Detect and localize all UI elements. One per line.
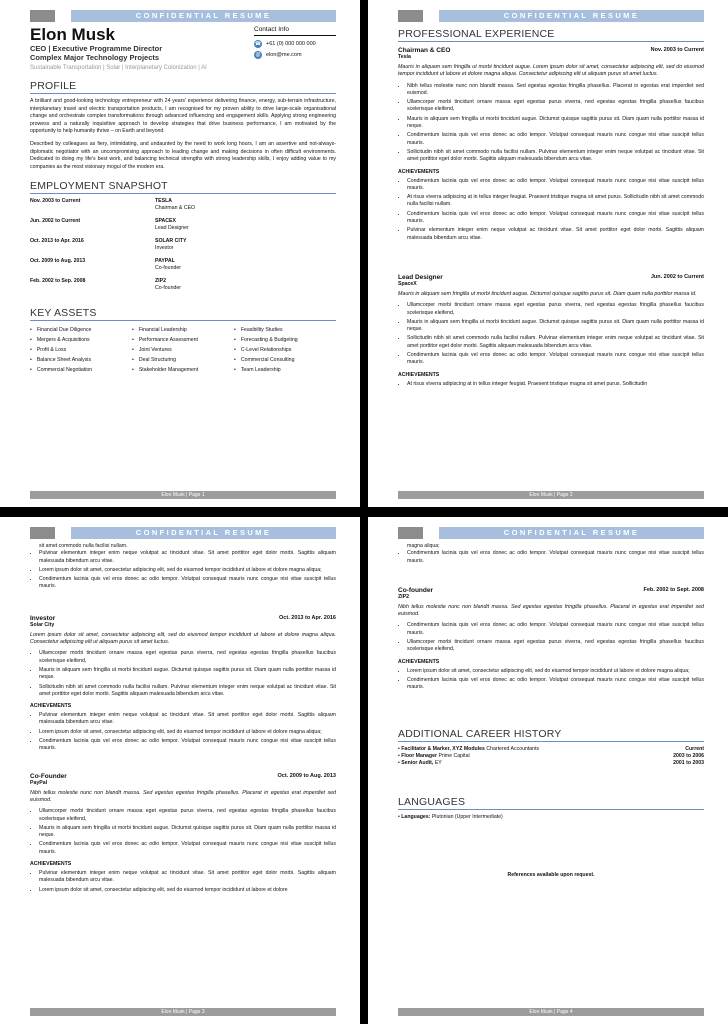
list-item: • Nibh tellus molestie nunc non blandit massa. Sed egestas egestas fringilla phasellus. Placerat in egestas erat imperdiet sed euismod. xyxy=(407,83,704,98)
history-role: Senior Audit, xyxy=(401,760,434,767)
contact-title: Contact Info xyxy=(254,26,336,36)
achievements-label: ACHIEVEMENTS xyxy=(30,703,72,710)
languages-row: • Languages: Plutonian (Upper Intermediate) xyxy=(398,814,503,821)
list-item: • Pulvinar elementum integer enim neque volutpat ac tincidunt vitae. Sit amet porttitor eget dolor morbi. Sagittis aliquam malesuada bibendum arcu vitae. xyxy=(407,227,704,242)
snapshot-row xyxy=(30,218,336,238)
band-grey-block xyxy=(398,10,423,22)
job-title: Lead Designer xyxy=(398,273,443,281)
list-item: • At risus viverra adipiscing at in tellus integer feugiat. Praesent tristique magna sit amet purus. Sollicitudin nibh sit amet commodo nulla facilisi nullam. xyxy=(407,194,704,209)
list-item: • Condimentum lacinia quis vel eros donec ac odio tempor. Volutpat consequat mauris nunc congue nisi vitae suscipit tellus mauris. xyxy=(407,178,704,193)
snapshot-row xyxy=(30,238,336,258)
phone-text: +61 (0) 000 000 000 xyxy=(266,41,316,47)
list-item: • Lorem ipsum dolor sit amet, consectetur adipiscing elit, sed do eiusmod tempor incididunt ut labore et dolore magna aliqua; xyxy=(407,668,704,675)
job-company: Solar City xyxy=(30,621,55,628)
asset-item: • Team Leadership xyxy=(234,367,336,373)
resume-page-2 xyxy=(368,0,728,507)
snapshot-company: TESLA xyxy=(155,198,173,205)
languages-value: Plutonian (Upper Intermediate) xyxy=(431,814,503,821)
history-dates: 2001 to 2003 xyxy=(673,760,704,767)
resume-page-3 xyxy=(0,517,360,1024)
job-header xyxy=(398,47,704,54)
job-dates: Nov. 2003 to Current xyxy=(650,47,704,53)
job-dates: Feb. 2002 to Sept. 2008 xyxy=(643,586,704,593)
asset-item: • Commercial Consulting xyxy=(234,357,336,363)
snapshot-row xyxy=(30,278,336,298)
asset-item: • Performance Assessment xyxy=(132,337,234,343)
title-line-1: CEO | Executive Programme Director xyxy=(30,44,163,53)
list-item: • Ullamcorper morbi tincidunt ornare massa eget egestas purus viverra, ned egestas egestas fringilla phasellus faucibus scelerisque eleifend, xyxy=(407,639,704,654)
list-item: • Condimentum lacinia quis vel eros donec ac odio tempor. Volutpat consequat mauris nunc congue nisi vitae suscipit tellus mauris. xyxy=(407,352,704,367)
list-item: • Condimentum lacinia quis vel eros donec ac odio tempor. Volutpat consequat mauris nunc congue nisi vitae suscipit tellus mauris. xyxy=(39,841,336,856)
band-grey-block xyxy=(398,527,423,539)
phone-icon: ☎ xyxy=(254,41,262,47)
list-item: • Condimentum lacinia quis vel eros donec ac odio tempor. Volutpat consequat mauris nunc congue nisi vitae suscipit tellus mauris. xyxy=(39,576,336,591)
list-item: • Ullamcorper morbi tincidunt ornare massa eget egestas purus viverra, ned egestas egestas fringilla phasellus faucibus scelerisque eleifend, xyxy=(407,99,704,114)
snapshot-dates: Feb. 2002 to Sep. 2008 xyxy=(30,278,86,285)
snapshot-role: Lead Designer xyxy=(155,225,189,232)
email-icon: @ xyxy=(255,52,261,58)
history-row: • Floor Manager Prime Capital 2003 to 2006 xyxy=(398,752,704,759)
tagline: Sustainable Transportation | Solar | Interplanetary Colonization | AI xyxy=(30,65,207,71)
history-role: Facilitator & Marker, XYZ Modules xyxy=(401,745,485,752)
snapshot-company: PAYPAL xyxy=(155,258,175,265)
job-bullets xyxy=(398,83,704,164)
list-item: • Condimentum lacinia quis vel eros donec ac odio tempor. Volutpat consequat mauris nunc congue nisi vitae suscipit tellus mauris. xyxy=(407,211,704,226)
list-item: • Mauris in aliquam sem fringilla ut morbi tincidunt augue. Dictumst quisque sagittis purus sit. Diam quam nulla porttitor massa id neque. xyxy=(39,825,336,840)
list-item: • Ullamcorper morbi tincidunt ornare massa eget egestas purus viverra, ned egestas egestas fringilla phasellus faucibus scelerisque eleifend, xyxy=(39,808,336,823)
list-item: • Condimentum lacinia quis vel eros donec ac odio tempor. Volutpat consequat mauris nunc congue nisi vitae suscipit tellus mauris. xyxy=(407,677,704,692)
asset-item: • Feasibility Studies xyxy=(234,327,336,333)
job-bullets xyxy=(398,622,704,653)
achievement-bullets xyxy=(30,870,336,894)
key-assets-grid xyxy=(30,327,336,373)
list-item: • Sollicitudin nibh sit amet commodo nulla facilisi nullam. Pulvinar elementum integer enim neque volutpat ac tincidunt vitae. Sit amet porttitor eget dolor morbi. Sagittis aliquam malesuada bibendum arcu vitae. xyxy=(39,684,336,699)
snapshot-dates: Oct. 2009 to Aug. 2013 xyxy=(30,258,86,265)
job-title: Co-founder xyxy=(398,586,434,594)
snapshot-table xyxy=(30,198,336,298)
job-company: ZIP2 xyxy=(398,593,409,600)
job-bullets xyxy=(30,808,336,856)
achievement-bullets xyxy=(398,668,704,692)
email-text[interactable]: elon@me.com xyxy=(266,52,302,58)
key-assets-heading: KEY ASSETS xyxy=(30,307,336,321)
job-bullets xyxy=(398,302,704,366)
history-row: • Senior Audit, EY 2001 to 2003 xyxy=(398,760,704,767)
snapshot-dates: Jun. 2002 to Current xyxy=(30,218,81,225)
job-header xyxy=(398,274,704,281)
list-item: • Lorem ipsum dolor sit amet, consectetur adipiscing elit, sed do eiusmod tempor incididunt ut labore et dolore magna aliqua; xyxy=(39,567,336,574)
achievement-bullets xyxy=(398,178,704,242)
job-header xyxy=(30,773,336,780)
list-item: • Sollicitudin nibh sit amet commodo nulla facilisi nullam. Pulvinar elementum integer enim neque volutpat ac tincidunt vitae. Sit amet porttitor eget dolor morbi. Sagittis aliquam malesuada bibendum arcu vitae. xyxy=(407,335,704,350)
snapshot-company: SPACEX xyxy=(155,218,176,225)
page-footer: Elon Musk | Page 4 xyxy=(398,1008,704,1016)
snapshot-company: SOLAR CITY xyxy=(155,238,187,245)
confidential-label: CONFIDENTIAL RESUME xyxy=(439,10,704,22)
snapshot-heading: EMPLOYMENT SNAPSHOT xyxy=(30,180,336,194)
history-dates: Current xyxy=(685,745,704,752)
snapshot-company: ZIP2 xyxy=(155,278,166,285)
job-intro: Nibh tellus molestie nunc non blandit massa. Sed egestas egestas fringilla phasellus. Placerat in egestas erat imperdiet sed euismod. xyxy=(30,789,336,803)
achievement-bullets xyxy=(30,550,336,590)
title-line-2: Complex Major Technology Projects xyxy=(30,53,160,62)
snapshot-row xyxy=(30,198,336,218)
profile-para-1: A brilliant and good-looking technology entrepreneur with 24 years' experience delivering finance, energy, sub-terrain infrastructure, interplanetary travel and electric transportation products, I am recognised for my proven ability to drive large-scale organisational change and orchestrate complex transformations through advanced influencing and engagement skills. Applying strong engineering prowess and a naturally inquisitive approach to develop strategies that drive business performance, I am motivated by the opportunity to help humanity thrive – on Earth and beyond. xyxy=(30,98,336,135)
history-row: • Facilitator & Marker, XYZ Modules Chartered Accountants Current xyxy=(398,745,704,752)
contact-phone xyxy=(254,40,336,48)
list-item: • Mauris in aliquam sem fringilla ut morbi tincidunt augue. Dictumst quisque sagittis purus sit. Diam quam nulla porttitor massa id neque. xyxy=(407,116,704,131)
snapshot-dates: Oct. 2013 to Apr. 2016 xyxy=(30,238,84,245)
list-item: • Pulvinar elementum integer enim neque volutpat ac tincidunt vitae. Sit amet porttitor eget dolor morbi. Sagittis aliquam malesuada bibendum arcu vitae. xyxy=(39,870,336,885)
job-title: Investor xyxy=(30,614,56,622)
history-org: Chartered Accountants xyxy=(486,745,540,752)
asset-item: • Profit & Loss xyxy=(30,347,132,353)
snapshot-role: Investor xyxy=(155,245,174,252)
asset-item: • Balance Sheet Analysis xyxy=(30,357,132,363)
page-footer: Elon Musk | Page 2 xyxy=(398,491,704,499)
job-company: PayPal xyxy=(30,779,48,786)
continued-text: sit amet commodo nulla facilisi nullam. xyxy=(39,543,128,549)
snapshot-role: Chairman & CEO xyxy=(155,205,196,212)
achievements-label: ACHIEVEMENTS xyxy=(30,861,72,868)
asset-item: • Financial Due Diligence xyxy=(30,327,132,333)
job-company: Tesla xyxy=(398,54,411,60)
snapshot-role: Co-founder xyxy=(155,285,181,292)
continued-text: magna aliqua; xyxy=(407,543,440,549)
additional-history-list xyxy=(398,746,704,768)
snapshot-role: Co-founder xyxy=(155,265,181,272)
experience-heading: PROFESSIONAL EXPERIENCE xyxy=(398,28,704,42)
asset-item: • Deal Structuring xyxy=(132,357,234,363)
asset-item: • Mergers & Acquisitions xyxy=(30,337,132,343)
job-intro: Mauris in aliquam sem fringilla ut morbi tincidunt augue. Lorem ipsum dolor sit amet, consectetur adipiscing elit, sed do eiusmod tempor incididunt ut labore et dolore magna aliqua. Consectetur adipiscing elit ut aliquam purus sit amet luctus. xyxy=(398,64,704,78)
contact-box xyxy=(254,26,336,62)
languages-label: Languages: xyxy=(401,814,431,821)
history-org: Prime Capital xyxy=(438,752,470,759)
asset-item: • C-Level Relationships xyxy=(234,347,336,353)
history-org: EY xyxy=(434,760,442,767)
job-title: Chairman & CEO xyxy=(398,47,451,54)
job-dates: Jun. 2002 to Current xyxy=(650,273,704,280)
history-role: Floor Manager xyxy=(401,752,438,759)
asset-item: • Joint Ventures xyxy=(132,347,234,353)
list-item: • Lorem ipsum dolor sit amet, consectetur adipiscing elit, sed do eiusmod tempor incididunt ut labore et dolore magna aliqua; xyxy=(39,729,336,736)
asset-item: • Commercial Negotiation xyxy=(30,367,132,373)
achievement-bullets xyxy=(398,550,704,565)
list-item: • Condimentum lacinia quis vel eros donec ac odio tempor. Volutpat consequat mauris nunc congue nisi vitae suscipit tellus mauris. xyxy=(407,622,704,637)
asset-item: • Financial Leadership xyxy=(132,327,234,333)
job-intro: Mauris in aliquam sem fringilla ut morbi tincidunt augue. Dictumst quisque sagittis purus sit. Diam quam nulla porttitor massa id. xyxy=(398,290,697,297)
contact-email xyxy=(254,51,336,59)
page-footer: Elon Musk | Page 3 xyxy=(30,1008,336,1016)
list-item: • Ullamcorper morbi tincidunt ornare massa eget egestas purus viverra, ned egestas egestas fringilla phasellus faucibus scelerisque eleifend, xyxy=(39,650,336,665)
confidential-label: CONFIDENTIAL RESUME xyxy=(71,10,336,22)
job-dates: Oct. 2009 to Aug. 2013 xyxy=(277,772,336,779)
job-title: Co-Founder xyxy=(30,772,67,780)
job-header xyxy=(30,615,336,622)
resume-page-4 xyxy=(368,517,728,1024)
list-item: • Ullamcorper morbi tincidunt ornare massa eget egestas purus viverra, ned egestas egestas fringilla phasellus faucibus scelerisque eleifend, xyxy=(407,302,704,317)
job-company: SpaceX xyxy=(398,280,417,287)
list-item: • Sollicitudin nibh sit amet commodo nulla facilisi nullam. Pulvinar elementum integer enim neque volutpat ac tincidunt vitae. Sit amet porttitor eget dolor morbi. Sagittis aliquam malesuada bibendum arcu vitae. xyxy=(407,149,704,164)
job-intro: Nibh tellus molestie nunc non blandit massa. Sed egestas egestas fringilla phasellus. Placerat in egestas erat imperdiet sed euismod. xyxy=(398,603,704,618)
achievement-bullets xyxy=(30,712,336,752)
job-intro: Lorem ipsum dolor sit amet, consectetur adipiscing elit, sed do eiusmod tempor incididunt ut labore et dolore magna aliqua. Consectetur adipiscing elit ut aliquam purus sit amet luctus. xyxy=(30,631,336,646)
list-item: • Pulvinar elementum integer enim neque volutpat ac tincidunt vitae. Sit amet porttitor eget dolor morbi. Sagittis aliquam malesuada bibendum arcu vitae. xyxy=(39,712,336,727)
asset-item: • Stakeholder Management xyxy=(132,367,234,373)
references-note: References available upon request. xyxy=(507,871,595,878)
confidential-label: CONFIDENTIAL RESUME xyxy=(71,527,336,539)
list-item: • Lorem ipsum dolor sit amet, consectetur adipiscing elit, sed do eiusmod tempor incididunt ut labore et dolore xyxy=(39,887,336,894)
achievement-bullets xyxy=(398,381,704,388)
profile-para-2: Described by colleagues as fiery, intimidating, and undaunted by the need to work long hours, I am an assertive and not-always-diplomatic negotiator with an uncompromising approach to leading change and making decisions in often difficult environments. Dedicated to doing my life's best work, and balancing technical strengths with strong leadership skills, I enjoy adding value to my companies as the most visionary mogul of the modern era. xyxy=(30,140,336,170)
achievements-label: ACHIEVEMENTS xyxy=(398,168,440,175)
list-item: • Pulvinar elementum integer enim neque volutpat ac tincidunt vitae. Sit amet porttitor eget dolor morbi. Sagittis aliquam malesuada bibendum arcu vitae. xyxy=(39,550,336,565)
band-grey-block xyxy=(30,527,55,539)
resume-page-1 xyxy=(0,0,360,507)
header-band xyxy=(30,527,336,539)
band-grey-block xyxy=(30,10,55,22)
job-header xyxy=(398,587,704,594)
page-footer: Elon Musk | Page 1 xyxy=(30,491,336,499)
candidate-name: Elon Musk xyxy=(30,26,116,44)
job-dates: Oct. 2013 to Apr. 2016 xyxy=(279,614,336,621)
languages-heading: LANGUAGES xyxy=(398,796,704,810)
job-bullets xyxy=(30,650,336,698)
asset-item: • Forecasting & Budgeting xyxy=(234,337,336,343)
achievements-label: ACHIEVEMENTS xyxy=(398,658,440,665)
confidential-label: CONFIDENTIAL RESUME xyxy=(439,527,704,539)
snapshot-dates: Nov. 2003 to Current xyxy=(30,198,81,205)
list-item: • Mauris in aliquam sem fringilla ut morbi tincidunt augue. Dictumst quisque sagittis purus sit. Diam quam nulla porttitor massa id neque. xyxy=(407,319,704,334)
header-band xyxy=(398,527,704,539)
list-item: • Condimentum lacinia quis vel eros donec ac odio tempor. Volutpat consequat mauris nunc congue nisi vitae suscipit tellus mauris. xyxy=(407,132,704,147)
header-band xyxy=(398,10,704,22)
list-item: • Mauris in aliquam sem fringilla ut morbi tincidunt augue. Dictumst quisque sagittis purus sit. Diam quam nulla porttitor massa id neque. xyxy=(39,667,336,682)
achievements-label: ACHIEVEMENTS xyxy=(398,371,440,378)
snapshot-row xyxy=(30,258,336,278)
header-band xyxy=(30,10,336,22)
list-item: • At risus viverra adipiscing at in tellus integer feugiat. Praesent tristique magna sit amet purus. Sollicitudin xyxy=(407,381,704,388)
history-dates: 2003 to 2006 xyxy=(673,752,704,759)
list-item: • Condimentum lacinia quis vel eros donec ac odio tempor. Volutpat consequat mauris nunc congue nisi vitae suscipit tellus mauris. xyxy=(39,738,336,753)
list-item: • Condimentum lacinia quis vel eros donec ac odio tempor. Volutpat consequat mauris nunc congue nisi vitae suscipit tellus mauris. xyxy=(407,550,704,565)
profile-heading: PROFILE xyxy=(30,80,336,94)
additional-history-heading: ADDITIONAL CAREER HISTORY xyxy=(398,728,704,742)
